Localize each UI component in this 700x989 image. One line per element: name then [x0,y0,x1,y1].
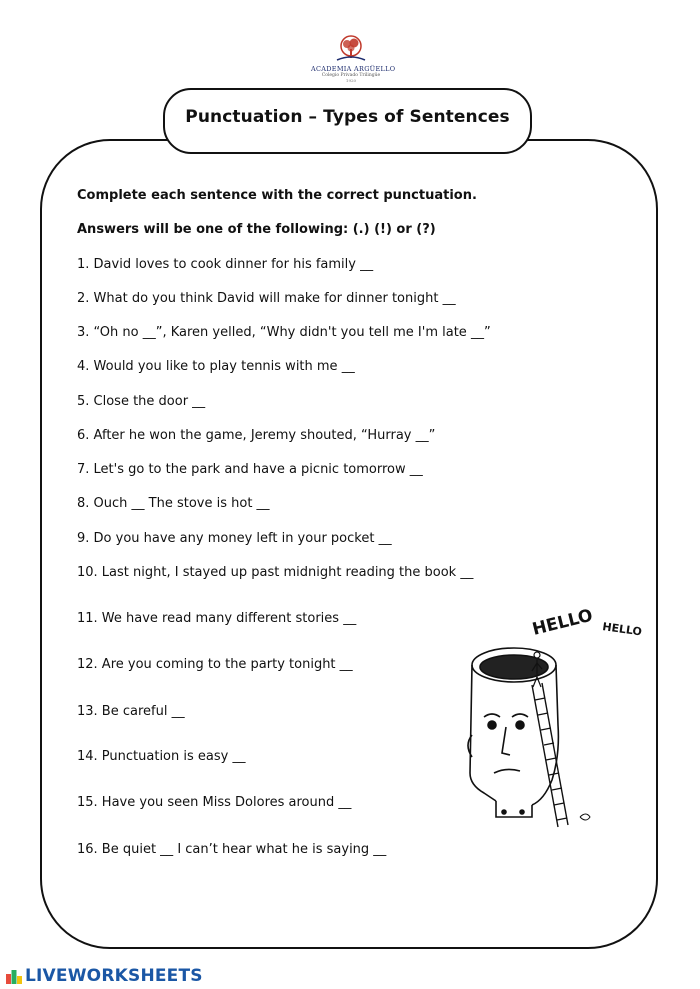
liveworksheets-logo-icon [5,967,23,985]
logo-subtitle: Colegio Privado Trilingüe [321,73,381,78]
tree-emblem-icon [331,34,371,64]
sentence-item: 11. We have read many different stories __ [77,611,357,626]
sentence-item: 14. Punctuation is easy __ [77,749,246,764]
sentence-item: 10. Last night, I stayed up past midnight reading the book __ [77,565,474,580]
school-logo [311,34,396,94]
cylinder-head-drawing [468,648,558,817]
page-title: Punctuation – Types of Sentences [185,107,510,127]
title-box [163,88,532,154]
sentence-item: 13. Be careful __ [77,704,185,719]
head-ladder-illustration [462,605,662,835]
instruction-line-1: Complete each sentence with the correct punctuation. [77,188,477,203]
sentence-item: 4. Would you like to play tennis with me __ [77,359,355,374]
logo-name: ACADEMIA ARGÜELLO [311,65,396,73]
logo-year: 1920 [345,78,357,83]
sentence-item: 12. Are you coming to the party tonight __ [77,657,353,672]
sentence-item: 3. “Oh no __”, Karen yelled, “Why didn't you tell me I'm late __” [77,325,491,340]
sentence-item: 1. David loves to cook dinner for his family __ [77,257,374,272]
brand-name: LIVEWORKSHEETS [25,966,203,986]
instruction-line-2: Answers will be one of the following: (.) (!) or (?) [77,222,436,237]
sentence-item: 16. Be quiet __ I can’t hear what he is saying __ [77,842,387,857]
sentence-item: 5. Close the door __ [77,394,206,409]
sentence-item: 2. What do you think David will make for dinner tonight __ [77,291,456,306]
sentence-item: 6. After he won the game, Jeremy shouted, “Hurray __” [77,428,436,443]
ladder-drawing [532,683,568,827]
sentence-item: 15. Have you seen Miss Dolores around __ [77,795,352,810]
hello-shout-small: HELLO [601,620,643,639]
sentence-item: 9. Do you have any money left in your pocket __ [77,531,392,546]
sentence-item: 7. Let's go to the park and have a picnic tomorrow __ [77,462,423,477]
hello-shout-large: HELLO [530,605,595,640]
sentence-item: 8. Ouch __ The stove is hot __ [77,496,270,511]
